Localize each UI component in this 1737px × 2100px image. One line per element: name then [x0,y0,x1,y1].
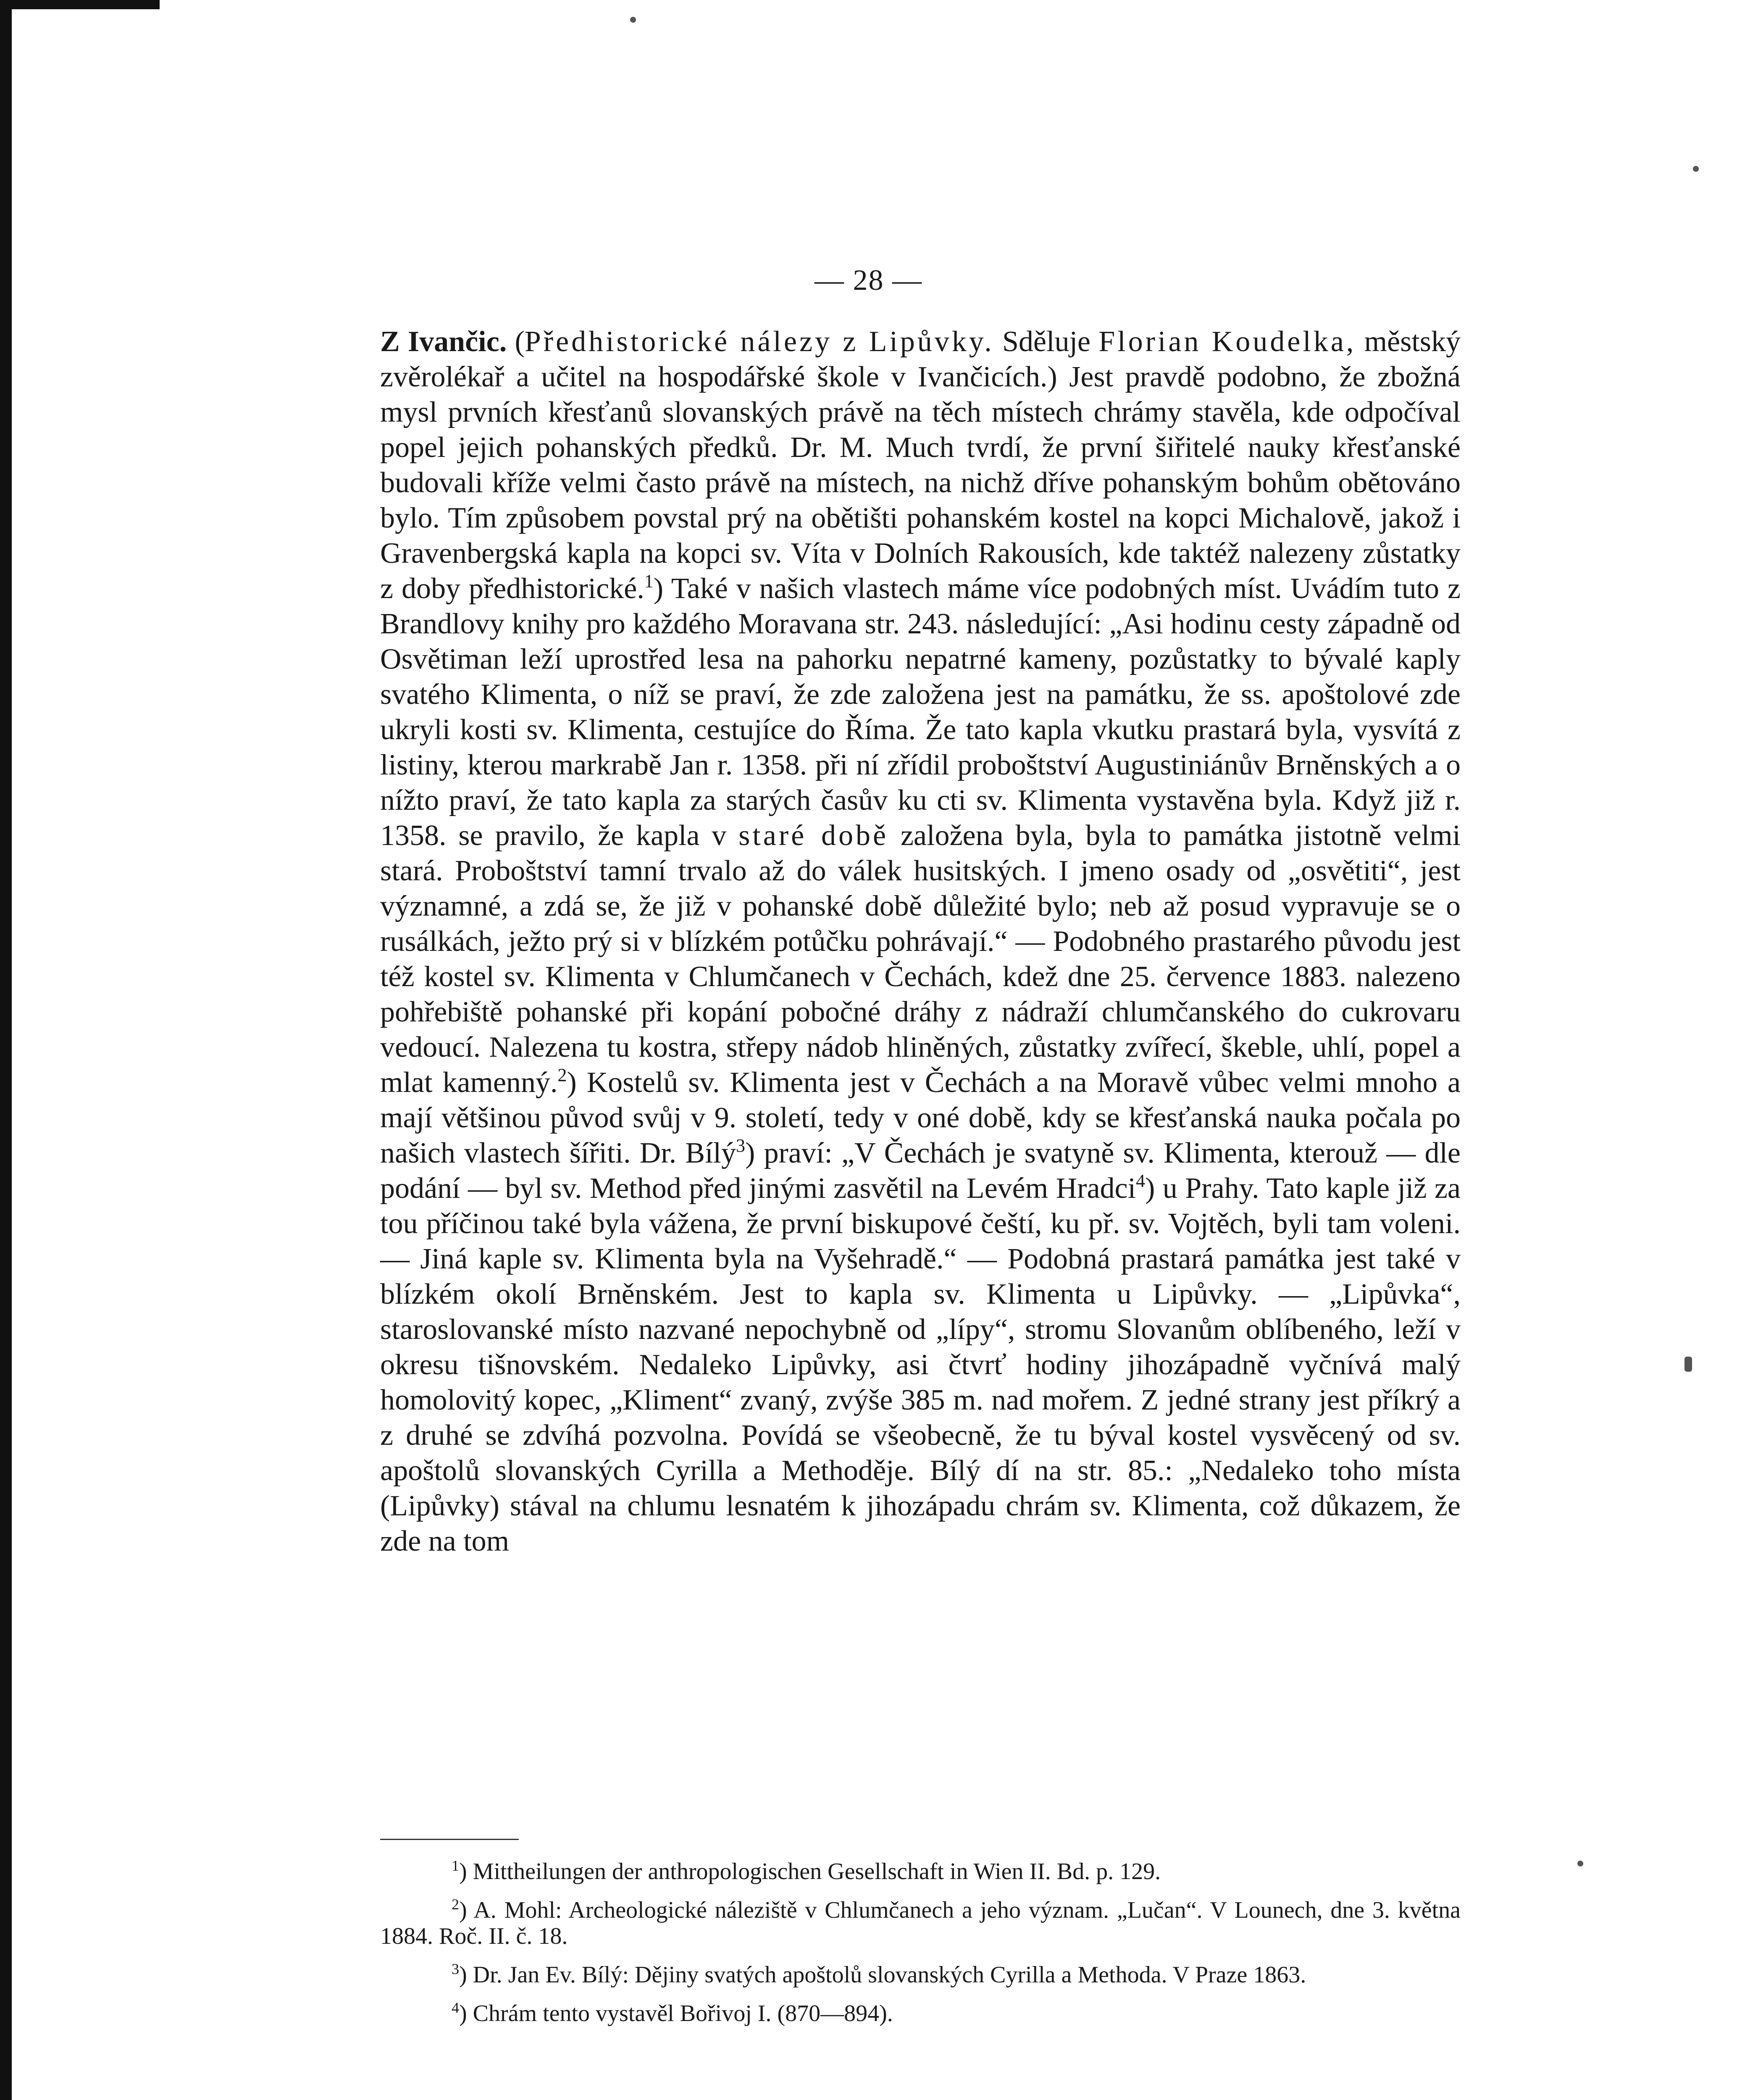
footnote [380,1897,1461,1949]
scan-speck [1693,166,1699,172]
footnote-ref: 3 [736,1135,745,1156]
footnotes [380,1858,1461,2039]
scan-edge-left [0,0,12,2100]
footnote-mark: 3 [452,1961,459,1977]
author-intro: Sděluje [1002,326,1091,358]
scan-speck [630,17,636,23]
footnote [380,1858,1461,1885]
text-segment: ) Kostelů sv. Klimenta jest v Čechách a na Moravě vůbec velmi mnoho a mají většinou původ svůj v 9. století, tedy v oné době, kdy se křesťanská nauka počala po našich vlastech šířiti. Dr. Bílý [380,1066,1461,1169]
article-paragraph [380,324,1461,1559]
paren-open: ( [515,326,525,358]
footnote-mark: 1 [452,1857,459,1874]
footnote-text: ) Chrám tento vystavěl Bořivoj I. (870—894). [459,2000,893,2026]
footnote-text: ) Mittheilungen der anthropologischen Gesellschaft in Wien II. Bd. p. 129. [459,1858,1161,1885]
text-segment: ) Také v našich vlastech máme více podobných míst. Uvádím tuto z Brandlovy knihy pro každého Moravana str. 243. následující: „Asi hodinu cesty západně od Osvětiman leží uprostřed lesa na pahorku nepatrné kameny, pozůstatky to bývalé kaply svatého Klimenta, o níž se praví, že zde založena jest na památku, že ss. apoštolové zde ukryli kosti sv. Klimenta, cestujíce do Říma. Že tato kapla vkutku prastará byla, vysvítá z listiny, kterou markrabě Jan r. 1358. při ní zřídil proboštství Augustiniánův Brněnských a o nížto praví, že tato kapla za starých časův ku cti sv. Klimenta vystavěna byla. Když již r. 1358. se pravilo, že kapla v [380,572,1461,852]
article-subtitle: Předhistorické nálezy z Lipůvky. [524,326,994,358]
article-body [380,324,1461,1559]
scan-speck [1577,1861,1583,1866]
footnote-ref: 1 [644,571,654,591]
scan-edge-top [0,0,160,9]
page-number: — 28 — [815,264,922,297]
footnote-text: ) Dr. Jan Ev. Bílý: Dějiny svatých apoštolů slovanských Cyrilla a Methoda. V Praze 1863. [459,1962,1306,1988]
author-rest: městský zvěrolékař a učitel na hospodářské škole v Ivančicích.) [380,326,1461,393]
emphasized-text: staré době [738,819,889,852]
scan-speck [1684,1357,1692,1372]
footnote-text: ) A. Mohl: Archeologické náleziště v Chlumčanech a jeho význam. „Lučan“. V Lounech, dne 3. května 1884. Roč. II. č. 18. [380,1897,1461,1949]
footnote-ref: 2 [557,1065,567,1085]
footnote-mark: 2 [452,1896,459,1913]
author-name: Florian Koudelka, [1098,326,1356,358]
article-heading: Z Ivančic. [380,326,507,358]
text-segment: ) praví: „V Čechách je svatyně sv. Klimenta, kterouž — dle podání — byl sv. Method před jinými zasvětil na Levém Hradci [380,1137,1461,1205]
footnote-divider [380,1839,519,1840]
text-segment: ) u Prahy. Tato kaple již za tou příčinou také byla vážena, že první biskupové čeští, ku př. sv. Vojtěch, byli tam voleni. — Jiná kaple sv. Klimenta byla na Vyšehradě.“ — Podobná prastará památka jest také v blízkém okolí Brněnském. Jest to kapla sv. Klimenta u Lipůvky. — „Lipůvka“, staroslovanské místo nazvané nepochybně od „lípy“, stromu Slovanům oblíbeného, leží v okresu tišnovském. Nedaleko Lipůvky, asi čtvrť hodiny jihozápadně vyčnívá malý homolovitý kopec, „Kliment“ zvaný, zvýše 385 m. nad mořem. Z jedné strany jest příkrý a z druhé se zdvíhá pozvolna. Povídá se všeobecně, že tu býval kostel vysvěcený od sv. apoštolů slovanských Cyrilla a Methoděje. Bílý dí na str. 85.: „Nedaleko toho místa (Lipůvky) stával na chlumu lesnatém k jihozápadu chrám sv. Klimenta, což důkazem, že zde na tom [380,1172,1461,1557]
text-segment: Jest pravdě podobno, že zbožná mysl prvních křesťanů slovanských právě na těch místech chrámy stavěla, kde odpočíval popel jejich pohanských předků. Dr. M. Much tvrdí, že první šiřitelé nauky křesťanské budovali kříže velmi často právě na místech, na nichž dříve pohanským bohům obětováno bylo. Tím způsobem povstal prý na obětišti pohanském kostel na kopci Michalově, jakož i Gravenbergská kapla na kopci sv. Víta v Dolních Rakousích, kde taktéž nalezeny zůstatky z doby předhistorické. [380,361,1461,605]
footnote [380,1962,1461,1988]
footnote-ref: 4 [1136,1171,1146,1191]
footnote-mark: 4 [452,1999,459,2016]
text-segment: založena byla, byla to památka jistotně velmi stará. Proboštství tamní trvalo až do válek husitských. I jmeno osady od „osvětiti“, jest významné, a zdá se, že již v pohanské době důležité bylo; neb až posud vypravuje se o rusálkách, ježto prý si v blízkém potůčku pohrávají.“ — Podobného prastarého původu jest též kostel sv. Klimenta v Chlumčanech v Čechách, kdež dne 25. července 1883. nalezeno pohřebiště pohanské při kopání pobočné dráhy z nádraží chlumčanského do cukrovaru vedoucí. Nalezena tu kostra, střepy nádob hliněných, zůstatky zvířecí, škeble, uhlí, popel a mlat kamenný. [380,819,1461,1099]
footnote [380,2000,1461,2026]
